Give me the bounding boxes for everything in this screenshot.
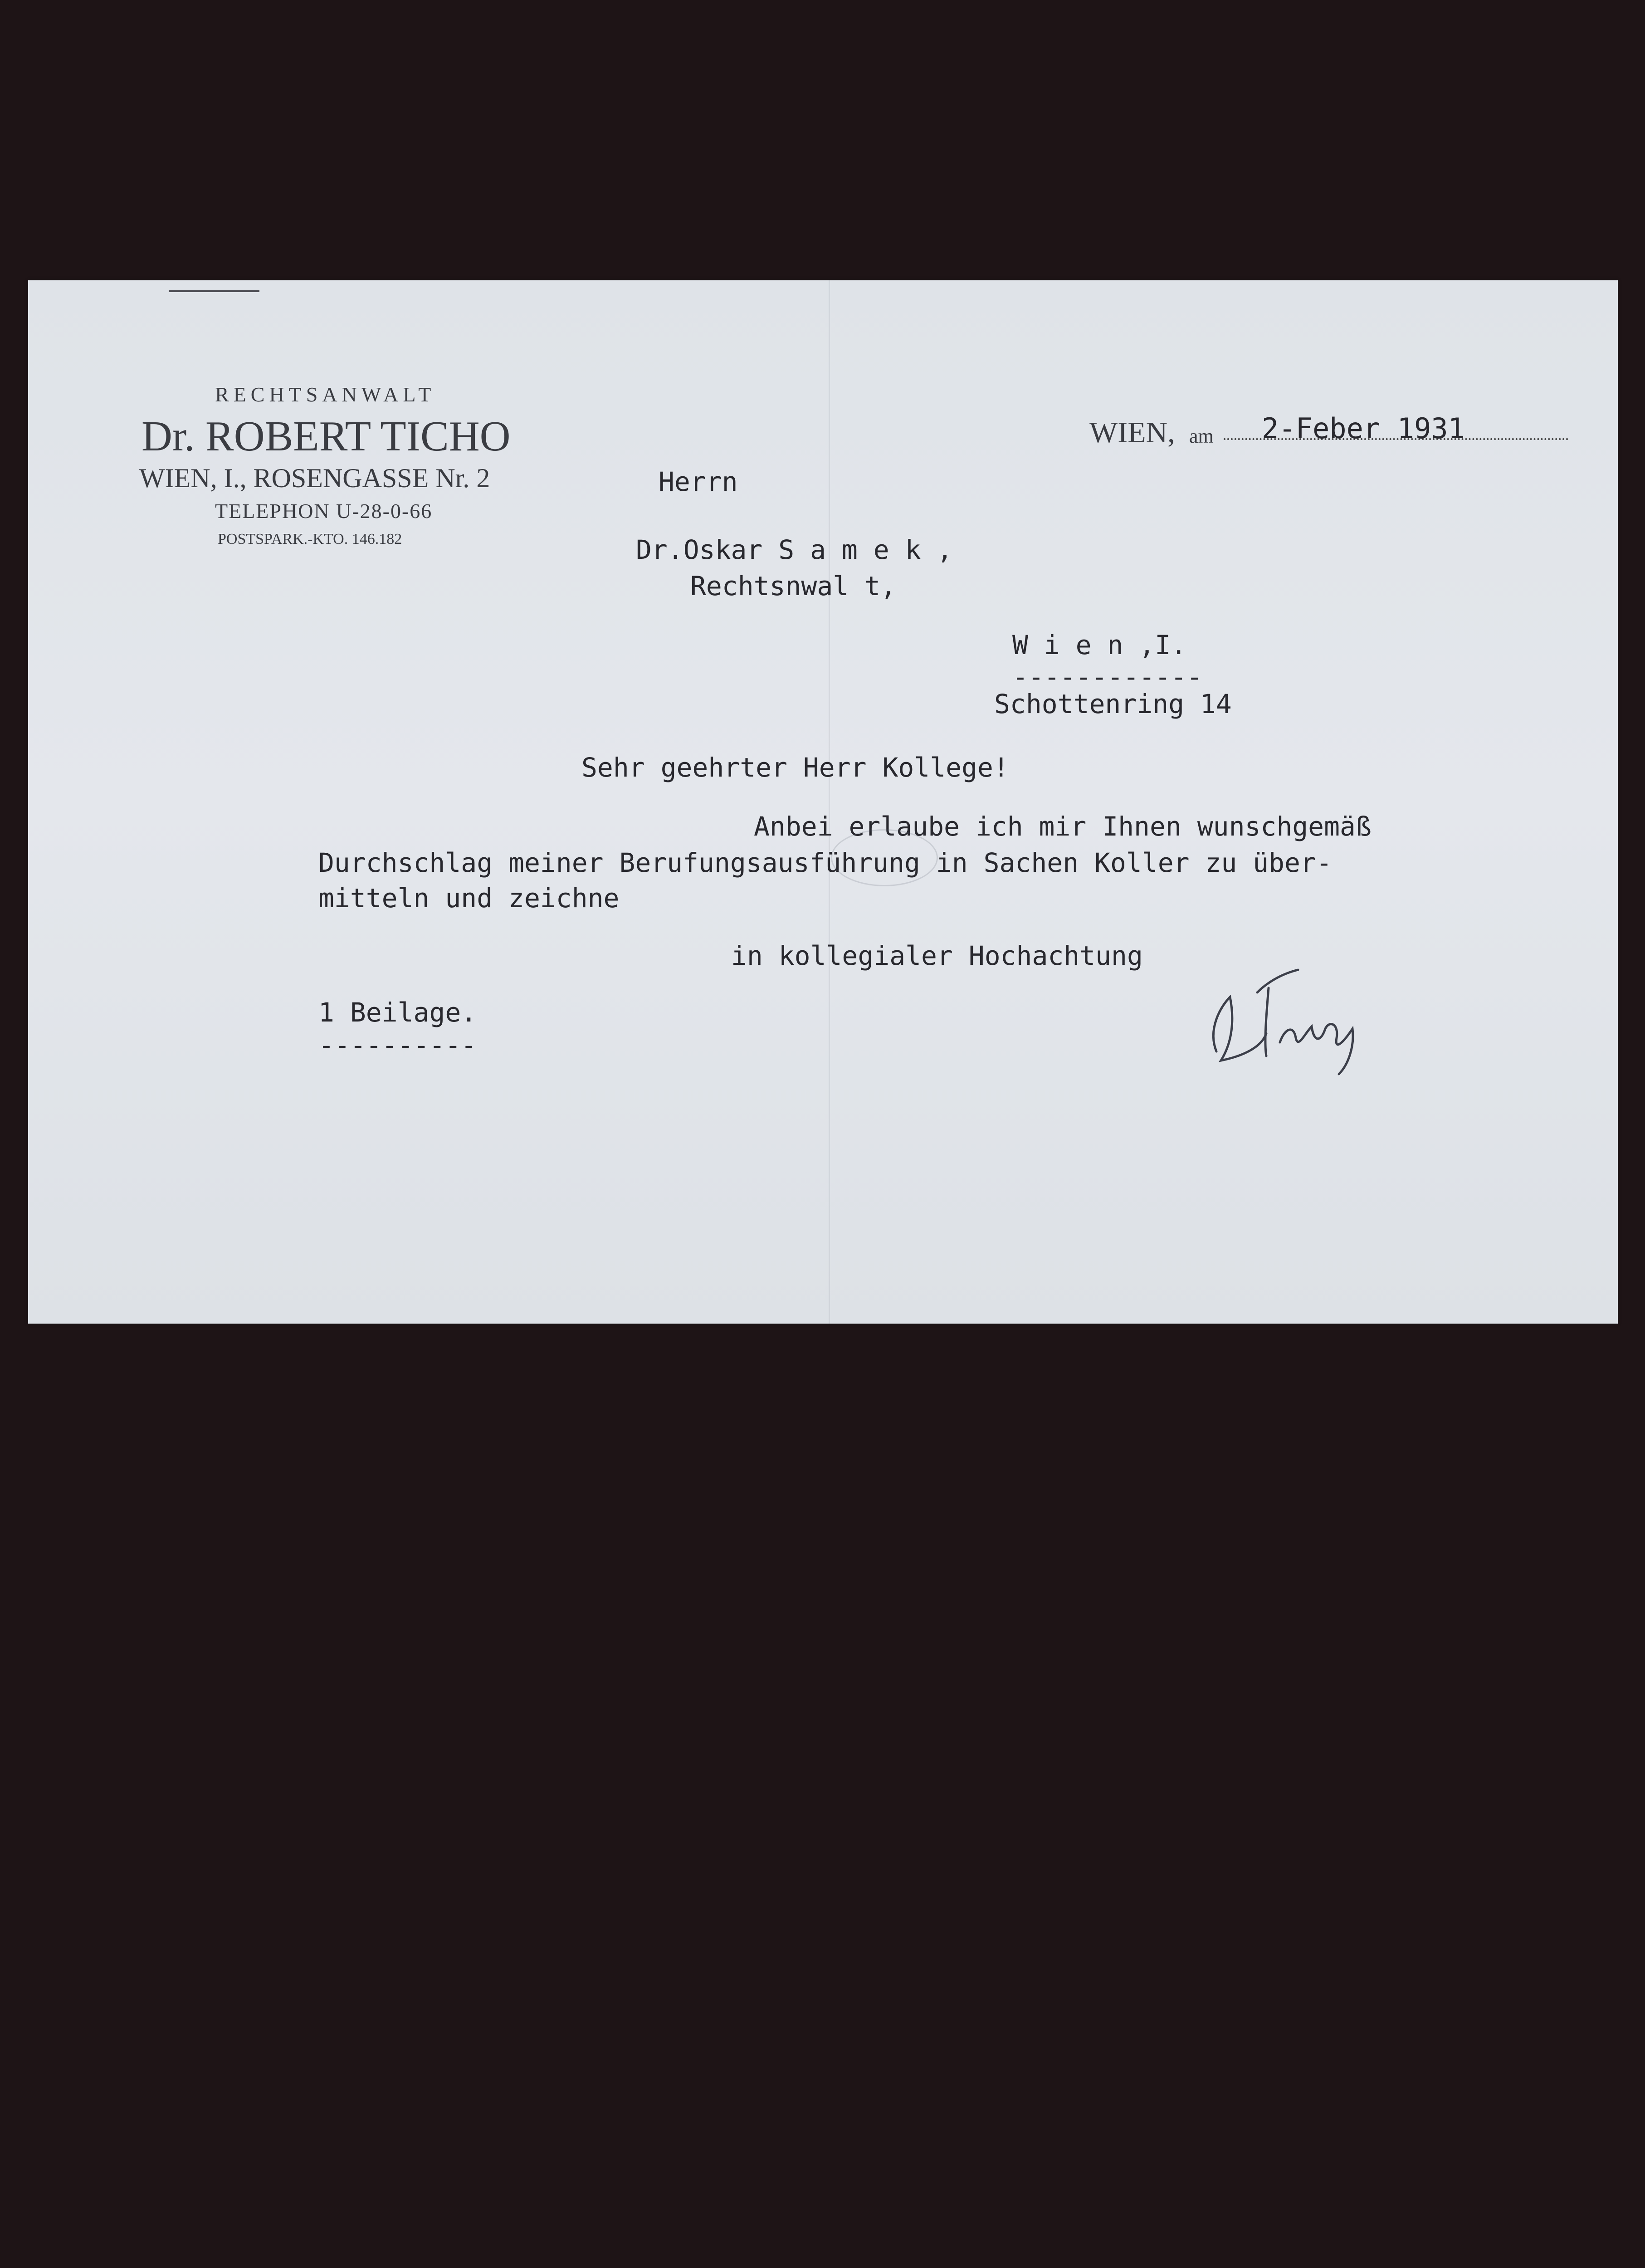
recipient-salutation: Herrn [659, 466, 738, 497]
letterhead-name: Dr. ROBERT TICHO [142, 413, 511, 460]
letterhead-postal-account: POSTSPARK.-KTO. 146.182 [218, 531, 402, 547]
signature-icon [1189, 965, 1380, 1083]
recipient-street: Schottenring 14 [994, 689, 1232, 719]
body-line: Durchschlag meiner Berufungsausführung in Sachen Koller zu über- [318, 847, 1332, 878]
date-prefix: am [1189, 425, 1214, 447]
enclosure-note: 1 Beilage. [318, 997, 477, 1028]
letterhead-phone: TELEPHON U-28-0-66 [215, 499, 433, 523]
body-line: mitteln und zeichne [318, 883, 620, 914]
enclosure-underline: ---------- [318, 1030, 477, 1061]
recipient-title: Rechtsnwal t, [690, 571, 896, 601]
corner-mark [169, 290, 259, 292]
date-city: WIEN, [1089, 416, 1175, 449]
faint-stamp [831, 829, 938, 886]
letter-sheet [28, 280, 1618, 1324]
recipient-city: W i e n ,I. [1012, 630, 1187, 660]
letterhead-address: WIEN, I., ROSENGASSE Nr. 2 [139, 463, 490, 493]
paper-fold [829, 280, 830, 1324]
letterhead-title: RECHTSANWALT [215, 383, 436, 406]
city-underline: ------------ [1012, 661, 1203, 692]
recipient-name: Dr.Oskar S a m e k , [636, 534, 953, 565]
letter-greeting: Sehr geehrter Herr Kollege! [581, 752, 1009, 783]
body-line: Anbei erlaube ich mir Ihnen wunschgemäß [754, 811, 1372, 842]
letter-date: 2-Feber 1931 [1262, 412, 1465, 445]
letter-closing: in kollegialer Hochachtung [731, 940, 1143, 971]
